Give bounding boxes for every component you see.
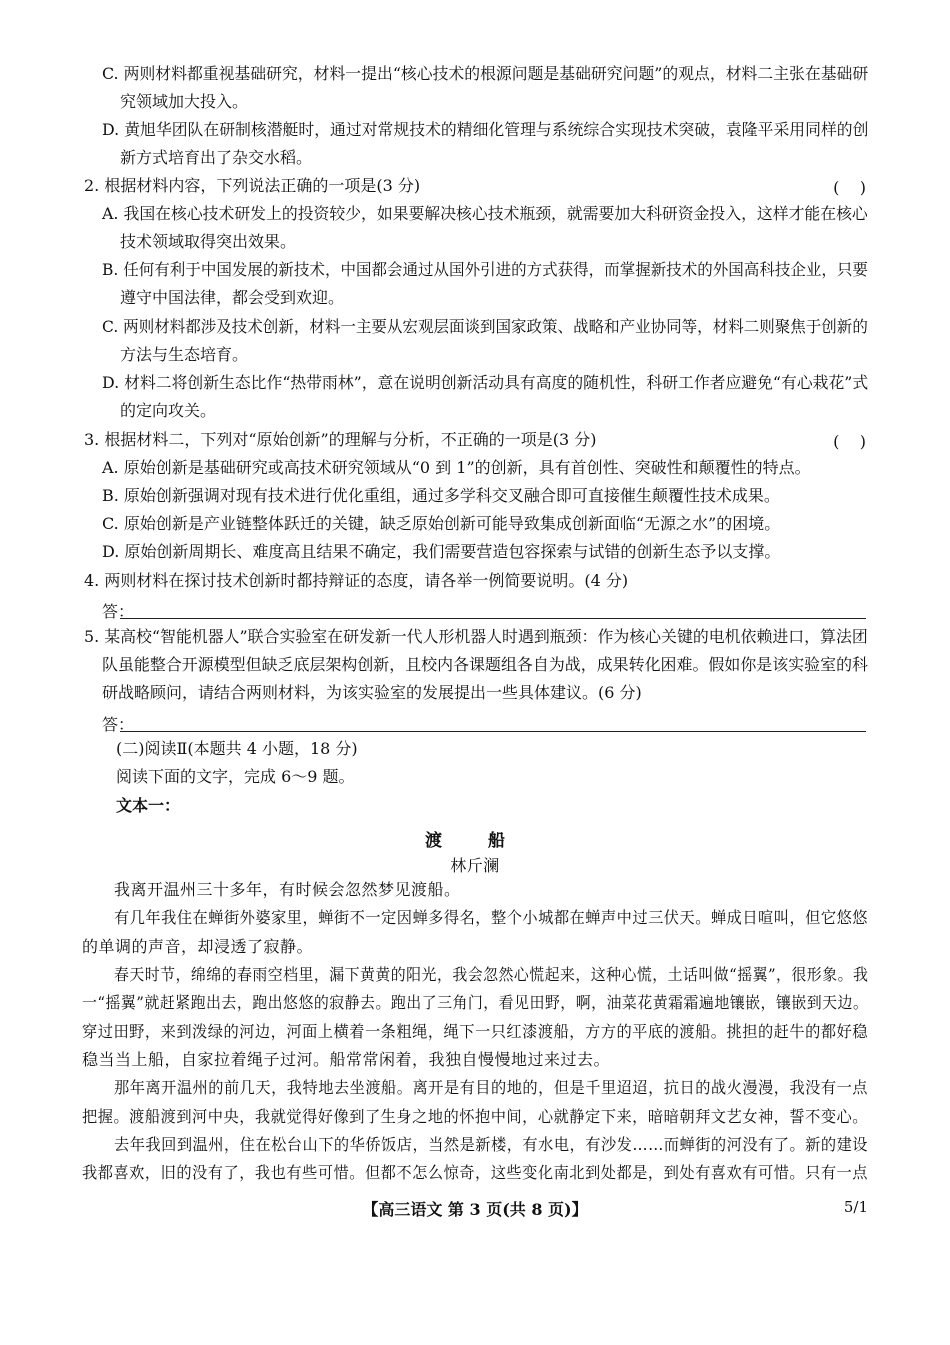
q4-answer-line[interactable] (102, 599, 866, 619)
q3-option-d: D. 原始创新周期长、难度高且结果不确定，我们需要营造包容探索与试错的创新生态予以支撑。 (102, 542, 781, 561)
q4-answer-label: 答： (102, 602, 135, 621)
essay-paragraph-2-line2: 的单调的声音，却浸透了寂静。 (82, 937, 314, 956)
section2-instruction: 阅读下面的文字，完成 6～9 题。 (116, 767, 355, 786)
q5-answer-label: 答： (102, 715, 135, 734)
essay-paragraph-5-line2: 我都喜欢，旧的没有了，我也有些可惜。但都不怎么惊奇，这些变化南北到处都是，到处有喜欢有可惜。只有一点 (82, 1163, 868, 1182)
q2-option-a-line2: 技术领域取得突出效果。 (120, 232, 297, 251)
page-code: 5/1 (843, 1198, 868, 1216)
q2-option-b-line1: B. 任何有利于中国发展的新技术，中国都会通过从国外引进的方式获得，而掌握新技术的外国高科技企业，只要 (102, 260, 868, 279)
essay-paragraph-3-line3: 穿过田野，来到泼绿的河边，河面上横着一条粗绳，绳下一只红漆渡船，方方的平底的渡船。挑担的赶牛的都好稳 (82, 1022, 868, 1041)
q3-option-c: C. 原始创新是产业链整体跃迁的关键，缺乏原始创新可能导致集成创新面临“无源之水”的困境。 (102, 514, 781, 533)
q3-answer-paren: ( ) (833, 432, 866, 451)
q2-option-a-line1: A. 我国在核心技术研发上的投资较少，如果要解决核心技术瓶颈，就需要加大科研资金投入，这样才能在核心 (102, 204, 868, 223)
essay-paragraph-2-line1: 有几年我住在蝉街外婆家里，蝉街不一定因蝉多得名，整个小城都在蝉声中过三伏天。蝉成日喧叫，但它悠悠 (114, 908, 868, 927)
q4-answer-rule (120, 618, 866, 619)
essay-paragraph-5-line1: 去年我回到温州，住在松台山下的华侨饭店，当然是新楼，有水电，有沙发……而蝉街的河没有了。新的建设 (114, 1135, 868, 1154)
section2-text-label: 文本一： (116, 796, 181, 815)
q3-option-b: B. 原始创新强调对现有技术进行优化重组，通过多学科交叉融合即可直接催生颠覆性技术成果。 (102, 486, 780, 505)
q2-option-d-line1: D. 材料二将创新生态比作“热带雨林”，意在说明创新活动具有高度的随机性，科研工作者应避免“有心栽花”式 (102, 373, 869, 392)
essay-paragraph-3-line4: 稳当当上船，自家拉着绳子过河。船常常闲着，我独自慢慢地过来过去。 (82, 1050, 611, 1069)
essay-paragraph-3-line1: 春天时节，绵绵的春雨空档里，漏下黄黄的阳光，我会忽然心慌起来，这种心慌，土话叫做“摇翼”，很形象。我 (114, 965, 869, 984)
essay-author: 林斤澜 (450, 856, 500, 875)
q2-option-b-line2: 遵守中国法律，都会受到欢迎。 (120, 288, 345, 307)
page-footer: 【高三语文 第 3 页(共 8 页)】 (362, 1200, 588, 1219)
essay-paragraph-1: 我离开温州三十多年，有时候会忽然梦见渡船。 (114, 880, 461, 899)
q2-option-c-line2: 方法与生态培育。 (120, 345, 249, 364)
q3-stem: 3. 根据材料二，下列对“原始创新”的理解与分析，不正确的一项是(3 分) (84, 430, 597, 449)
q5-stem-line3: 研战略顾问，请结合两则材料，为该实验室的发展提出一些具体建议。(6 分) (102, 683, 642, 702)
section2-heading: (二)阅读Ⅱ(本题共 4 小题，18 分) (116, 739, 358, 758)
essay-paragraph-4-line2: 把握。渡船渡到河中央，我就觉得好像到了生身之地的怀抱中间，心就静定下来，暗暗朝拜文艺女神，誓不变心。 (82, 1107, 868, 1126)
q2-stem: 2. 根据材料内容，下列说法正确的一项是(3 分) (84, 176, 421, 195)
q2-option-c-line1: C. 两则材料都涉及技术创新，材料一主要从宏观层面谈到国家政策、战略和产业协同等，材料二则聚焦于创新的 (102, 317, 868, 336)
q1-option-d-line2: 新方式培育出了杂交水稻。 (120, 148, 313, 167)
essay-paragraph-4-line1: 那年离开温州的前几天，我特地去坐渡船。离开是有目的地的，但是千里迢迢，抗日的战火漫漫，我没有一点 (114, 1078, 868, 1097)
essay-title: 渡 船 (425, 831, 525, 851)
q3-option-a: A. 原始创新是基础研究或高技术研究领域从“0 到 1”的创新，具有首创性、突破性和颠覆性的特点。 (102, 458, 811, 477)
q5-stem-line2: 队虽能整合开源模型但缺乏底层架构创新，且校内各课题组各自为战，成果转化困难。假如你是该实验室的科 (102, 655, 869, 674)
q1-option-c-line1: C. 两则材料都重视基础研究，材料一提出“核心技术的根源问题是基础研究问题”的观点，材料二主张在基础研 (102, 64, 869, 83)
q5-answer-line[interactable] (102, 712, 866, 732)
q5-answer-rule (120, 731, 866, 732)
q1-option-c-line2: 究领域加大投入。 (120, 92, 249, 111)
essay-paragraph-3-line2: 一“摇翼”就赶紧跑出去，跑出悠悠的寂静去。跑出了三角门，看见田野，啊，油菜花黄霜霜遍地镶嵌，镶嵌到天边。 (82, 993, 869, 1012)
q2-answer-paren: ( ) (833, 178, 866, 197)
q4-stem: 4. 两则材料在探讨技术创新时都持辩证的态度，请各举一例简要说明。(4 分) (84, 571, 629, 590)
q2-option-d-line2: 的定向攻关。 (120, 401, 217, 420)
q5-stem-line1: 5. 某高校“智能机器人”联合实验室在研发新一代人形机器人时遇到瓶颈：作为核心关键的电机依赖进口，算法团 (84, 627, 868, 646)
q1-option-d-line1: D. 黄旭华团队在研制核潜艇时，通过对常规技术的精细化管理与系统综合实现技术突破，袁隆平采用同样的创 (102, 120, 869, 139)
